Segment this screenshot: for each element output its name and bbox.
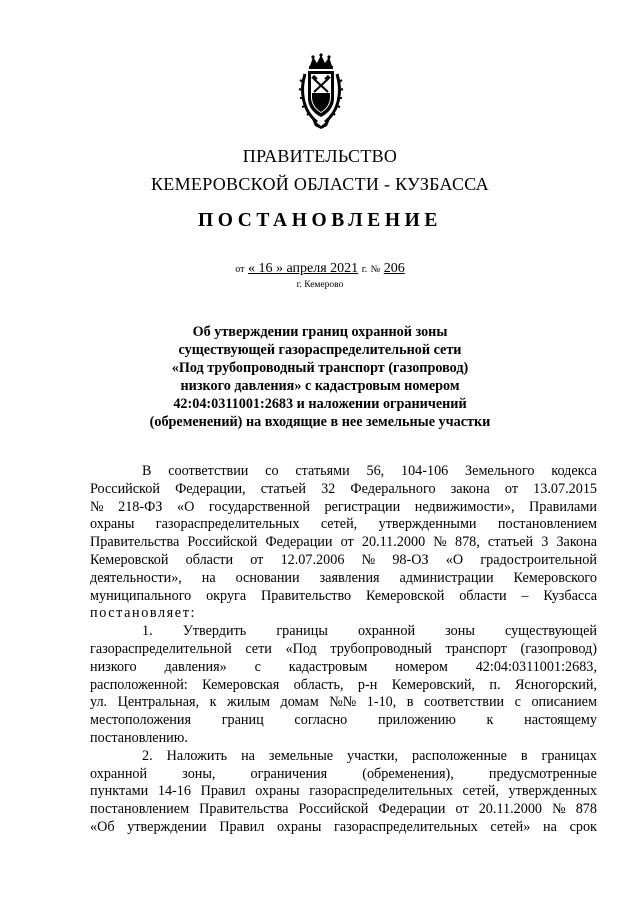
body-word: 218-ФЗ — [118, 498, 163, 515]
title-line: 42:04:0311001:2683 и наложении ограничений — [173, 396, 467, 412]
body-line — [90, 730, 597, 748]
body-line — [90, 570, 597, 588]
body-word: 42:04:0311001:2683, — [475, 658, 597, 675]
body-word: сети — [245, 640, 272, 657]
body-word: Ясногорский, — [514, 676, 597, 693]
body-word: заявления — [319, 569, 380, 586]
body-word: существующей — [504, 623, 597, 640]
body-word: с — [254, 658, 261, 675]
body-word: соответствии — [423, 694, 505, 711]
body-word: охранной — [357, 623, 416, 640]
body-word: статьей — [260, 480, 306, 497]
body-word: (газопровод) — [520, 640, 597, 657]
body-word: на — [241, 747, 255, 764]
body-word: охранной — [90, 765, 148, 782]
body-word: зоны — [445, 623, 475, 640]
body-word: кодекса — [551, 463, 597, 479]
body-word: №№ — [329, 694, 357, 711]
body-word: Правительства — [90, 534, 180, 551]
body-word: область, — [293, 676, 344, 693]
title-line: «Под трубопроводный транспорт (газопровод) — [171, 360, 469, 376]
body-word: газораспределительных — [334, 818, 478, 835]
body-word: соответствии — [168, 463, 249, 479]
body-word: участки, — [347, 747, 399, 764]
body-word: – — [521, 587, 529, 604]
body-word: Правилами — [529, 498, 597, 515]
body-word: Кемеровского — [513, 569, 597, 586]
body-word: «О — [445, 551, 464, 568]
body-word: утвержденными — [378, 516, 477, 533]
body-word: постановлению. — [90, 729, 188, 746]
body-line — [90, 534, 597, 552]
body-word: деятельности», — [90, 569, 182, 586]
body-word: утвержденных — [508, 783, 597, 800]
body-word: постановляет: — [90, 605, 197, 622]
body-word: «Под — [285, 640, 317, 657]
body-word: 878, — [454, 534, 480, 551]
body-word: области — [459, 587, 507, 604]
body-line — [90, 552, 597, 570]
body-word: закона — [450, 480, 490, 497]
body-line — [90, 766, 597, 784]
body-word: утверждении — [127, 818, 207, 835]
body-word: статьями — [295, 463, 350, 479]
number-sign: № — [370, 264, 381, 275]
body-word: Закона — [556, 534, 597, 551]
body-word: 98-ОЗ — [392, 551, 429, 568]
body-word: 13.07.2015 — [533, 480, 597, 497]
body-word: округа — [206, 587, 247, 604]
body-line — [90, 463, 597, 481]
date-number-line — [0, 261, 640, 277]
body-line — [90, 801, 597, 819]
body-word: газораспределительных — [155, 516, 300, 533]
body-word: описанием — [531, 694, 597, 711]
body-word: на — [543, 818, 557, 835]
date-prefix: от — [235, 264, 245, 275]
body-word: градостроительной — [480, 551, 597, 568]
body-line — [90, 694, 597, 712]
document-number: 206 — [383, 261, 405, 276]
body-word: «О — [176, 498, 195, 515]
body-word: Правительства — [199, 801, 289, 818]
body-word: от — [250, 551, 264, 568]
body-word: земельные — [268, 747, 334, 764]
body-word: трубопроводный — [330, 640, 432, 657]
body-word: «Об — [90, 818, 115, 835]
body-word: Российской — [298, 801, 369, 818]
body-word: № — [433, 534, 447, 551]
body-word: Правил — [219, 818, 265, 835]
body-word: 1. — [142, 623, 153, 640]
year-suffix: г. — [361, 264, 368, 275]
body-word: Федерации — [378, 801, 446, 818]
body-word: области — [185, 551, 234, 568]
organization-name: ПРАВИТЕЛЬСТВО — [242, 146, 398, 166]
body-word: 2. — [142, 747, 153, 764]
body-line — [90, 712, 597, 730]
body-word: Федерации — [265, 534, 333, 551]
body-word: приложению — [378, 712, 456, 729]
body-word: Кемеровский, — [391, 676, 475, 693]
body-word: 14-16 — [157, 783, 191, 800]
body-word: номером — [395, 658, 448, 675]
body-word: недвижимости», — [414, 498, 515, 515]
date-value — [248, 261, 358, 276]
city: г. Кемерово — [296, 280, 344, 290]
body-word: низкого — [90, 658, 137, 675]
body-word: жилым — [227, 694, 271, 711]
region-name: КЕМЕРОВСКОЙ ОБЛАСТИ - КУЗБАССА — [151, 174, 489, 194]
body-word: р-н — [357, 676, 378, 693]
body-word: (обременения), — [362, 765, 454, 782]
body-line — [90, 481, 597, 499]
body-word: в — [520, 747, 528, 764]
body-word: Российской — [187, 534, 258, 551]
body-word: газораспределительных — [309, 783, 453, 800]
body-word: расположенной: — [90, 676, 188, 693]
body-line — [90, 748, 597, 766]
body-word: постановлением — [497, 516, 597, 533]
body-word: 1-10, — [366, 694, 397, 711]
body-line — [90, 677, 597, 695]
body-word: п. — [489, 676, 501, 693]
body-word: охраны — [255, 783, 300, 800]
date-month-year: апреля 2021 — [286, 261, 359, 276]
body-line — [90, 605, 597, 623]
body-word: границы — [276, 623, 328, 640]
body-word: государственной — [208, 498, 310, 515]
body-word: согласно — [294, 712, 348, 729]
body-word: муниципального — [90, 587, 192, 604]
body-word: от — [504, 480, 519, 497]
body-line — [90, 659, 597, 677]
body-word: границ — [221, 712, 264, 729]
body-word: 3 — [541, 534, 549, 551]
body-word: Кемеровская — [202, 676, 280, 693]
body-word: от — [455, 801, 469, 818]
body-word: Центральная, — [117, 694, 200, 711]
body-word: № — [552, 801, 566, 818]
body-word: ограничения — [250, 765, 328, 782]
title-line: (обременений) на входящие в нее земельные участки — [149, 414, 491, 430]
body-word: со — [265, 463, 279, 479]
body-word: Кемеровской — [365, 587, 445, 604]
body-word: основании — [235, 569, 300, 586]
body-word: к — [209, 694, 217, 711]
body-line — [90, 641, 597, 659]
body-word: 104-106 — [400, 463, 449, 479]
body-word: регистрации — [324, 498, 401, 515]
body-line — [90, 588, 597, 606]
document-body — [90, 463, 597, 837]
body-word: предусмотренные — [488, 765, 597, 782]
body-word: расположенные — [412, 747, 507, 764]
body-word: домам — [280, 694, 319, 711]
body-word: местоположения — [90, 712, 191, 729]
body-word: охраны — [90, 516, 135, 533]
body-word: Земельного — [465, 463, 535, 479]
body-word: настоящему — [524, 712, 597, 729]
body-word: давления» — [164, 658, 227, 675]
body-word: пунктами — [90, 783, 149, 800]
body-word: охраны — [277, 818, 322, 835]
body-line — [90, 516, 597, 534]
body-word: 56, — [366, 463, 385, 479]
body-word: № — [361, 551, 376, 568]
body-word: В — [142, 463, 152, 479]
body-word: Федерального — [350, 480, 436, 497]
body-word: статьей — [487, 534, 534, 551]
body-line — [90, 499, 597, 517]
body-word: Кузбасса — [543, 587, 597, 604]
body-word: к — [486, 712, 494, 729]
title-line: Об утверждении границ охранной зоны — [192, 324, 448, 340]
date-open-quote: « — [248, 261, 256, 276]
body-word: Российской — [90, 480, 160, 497]
body-word: от — [340, 534, 354, 551]
body-line — [90, 783, 597, 801]
body-word: 878 — [575, 801, 597, 818]
body-word: постановлением — [90, 801, 190, 818]
body-word: сетей» — [490, 818, 531, 835]
title-line: низкого давления» с кадастровым номером — [180, 378, 460, 394]
body-word: № — [90, 498, 104, 515]
body-line — [90, 623, 597, 641]
title-line: существующей газораспределительной сети — [178, 342, 462, 358]
body-word: ул. — [90, 694, 108, 711]
body-word: 12.07.2006 — [280, 551, 345, 568]
date-close-quote: » — [276, 261, 284, 276]
body-word: Утвердить — [182, 623, 247, 640]
document-type: ПОСТАНОВЛЕНИЕ — [197, 210, 443, 231]
body-word: 32 — [321, 480, 336, 497]
body-word: на — [201, 569, 216, 586]
body-word: кадастровым — [288, 658, 368, 675]
body-word: в — [406, 694, 414, 711]
body-word: Федерации, — [175, 480, 246, 497]
body-word: администрации — [399, 569, 494, 586]
body-word: Правительство — [260, 587, 352, 604]
body-word: сетей, — [462, 783, 499, 800]
body-word: 20.11.2000 — [478, 801, 543, 818]
body-word: 20.11.2000 — [361, 534, 426, 551]
body-word: с — [514, 694, 521, 711]
document-title — [140, 323, 500, 431]
body-word: Наложить — [166, 747, 228, 764]
kuzbass-coat-of-arms-icon — [297, 52, 345, 130]
body-line — [90, 819, 597, 837]
body-word: сетей, — [320, 516, 358, 533]
body-word: границах — [541, 747, 597, 764]
body-word: Правил — [200, 783, 246, 800]
body-word: зоны, — [182, 765, 216, 782]
body-word: газораспределительной — [90, 640, 232, 657]
body-word: Кемеровской — [90, 551, 169, 568]
date-day: 16 — [258, 261, 273, 276]
body-word: срок — [569, 818, 597, 835]
body-word: транспорт — [445, 640, 507, 657]
